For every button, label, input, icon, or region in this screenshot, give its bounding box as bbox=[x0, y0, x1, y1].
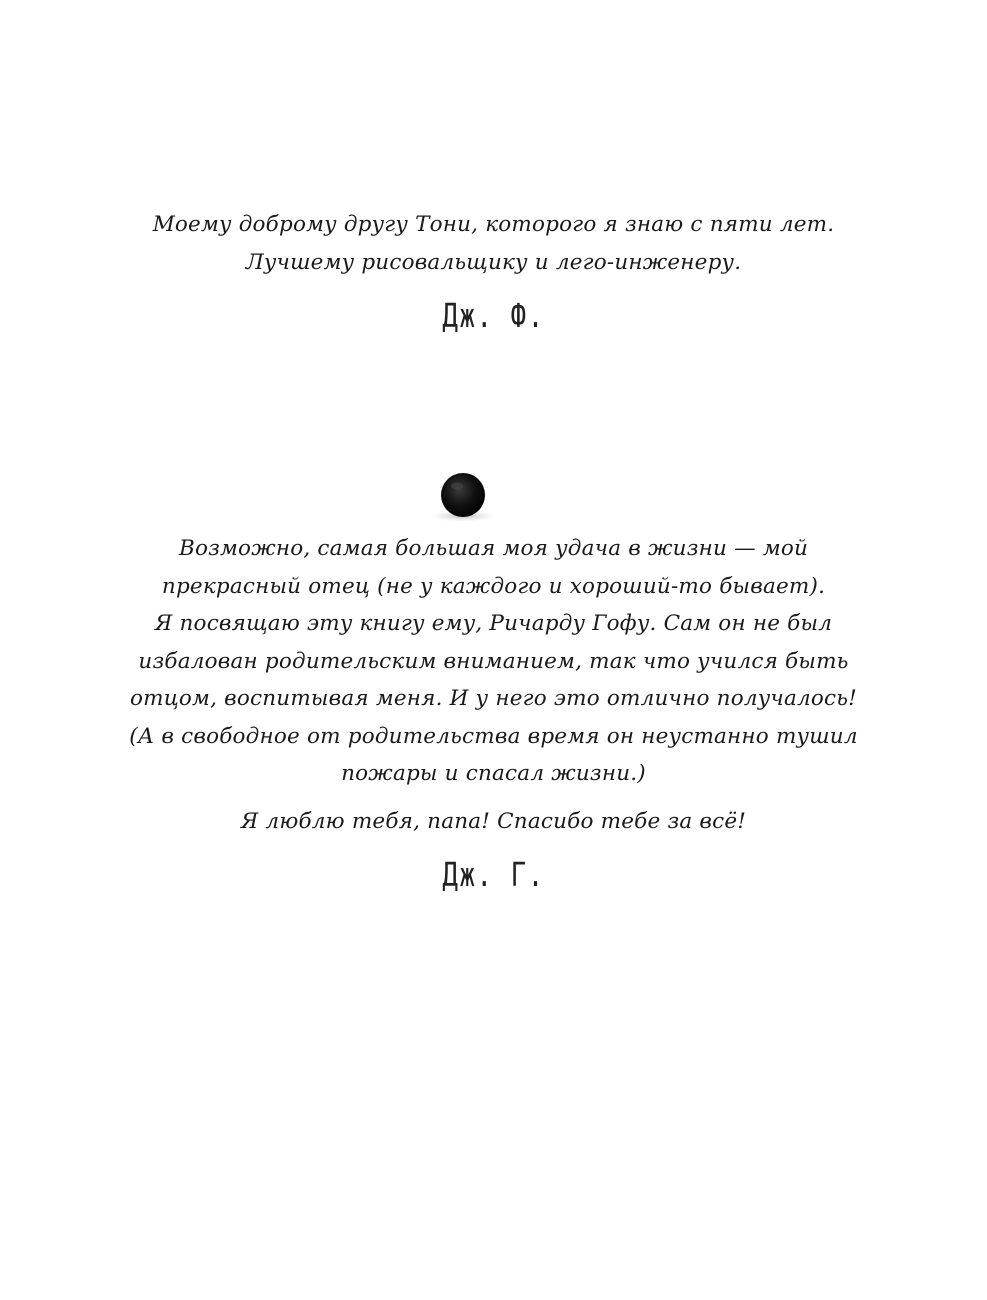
signature-jf: Дж. Ф. bbox=[442, 296, 545, 335]
dedication-line: (А в свободное от родительства время он неустанно тушил bbox=[129, 723, 858, 749]
dedication-father bbox=[0, 530, 987, 894]
dedication-line: Возможно, самая большая моя удача в жизни — мой bbox=[178, 536, 809, 561]
closing-line: Я люблю тебя, папа! Спасибо тебе за всё! bbox=[240, 808, 747, 834]
dedication-line: прекрасный отец (не у каждого и хороший-то бывает). bbox=[161, 573, 826, 599]
dedication-line: Лучшему рисовальщику и лего-инженеру. bbox=[245, 250, 742, 275]
dedication-line: пожары и спасал жизни.) bbox=[341, 761, 646, 786]
dedication-line: избалован родительским вниманием, так что учился быть bbox=[138, 648, 849, 674]
dedication-tony bbox=[0, 206, 987, 335]
dedication-line: отцом, воспитывая меня. И у него это отлично получалось! bbox=[129, 686, 858, 711]
dedication-line: Моему доброму другу Тони, которого я знаю с пяти лет. bbox=[152, 212, 835, 237]
black-ball-icon bbox=[422, 458, 504, 528]
signature-jg: Дж. Г. bbox=[442, 854, 545, 894]
dedication-line: Я посвящаю эту книгу ему, Ричарду Гофу. Сам он не был bbox=[154, 611, 833, 636]
